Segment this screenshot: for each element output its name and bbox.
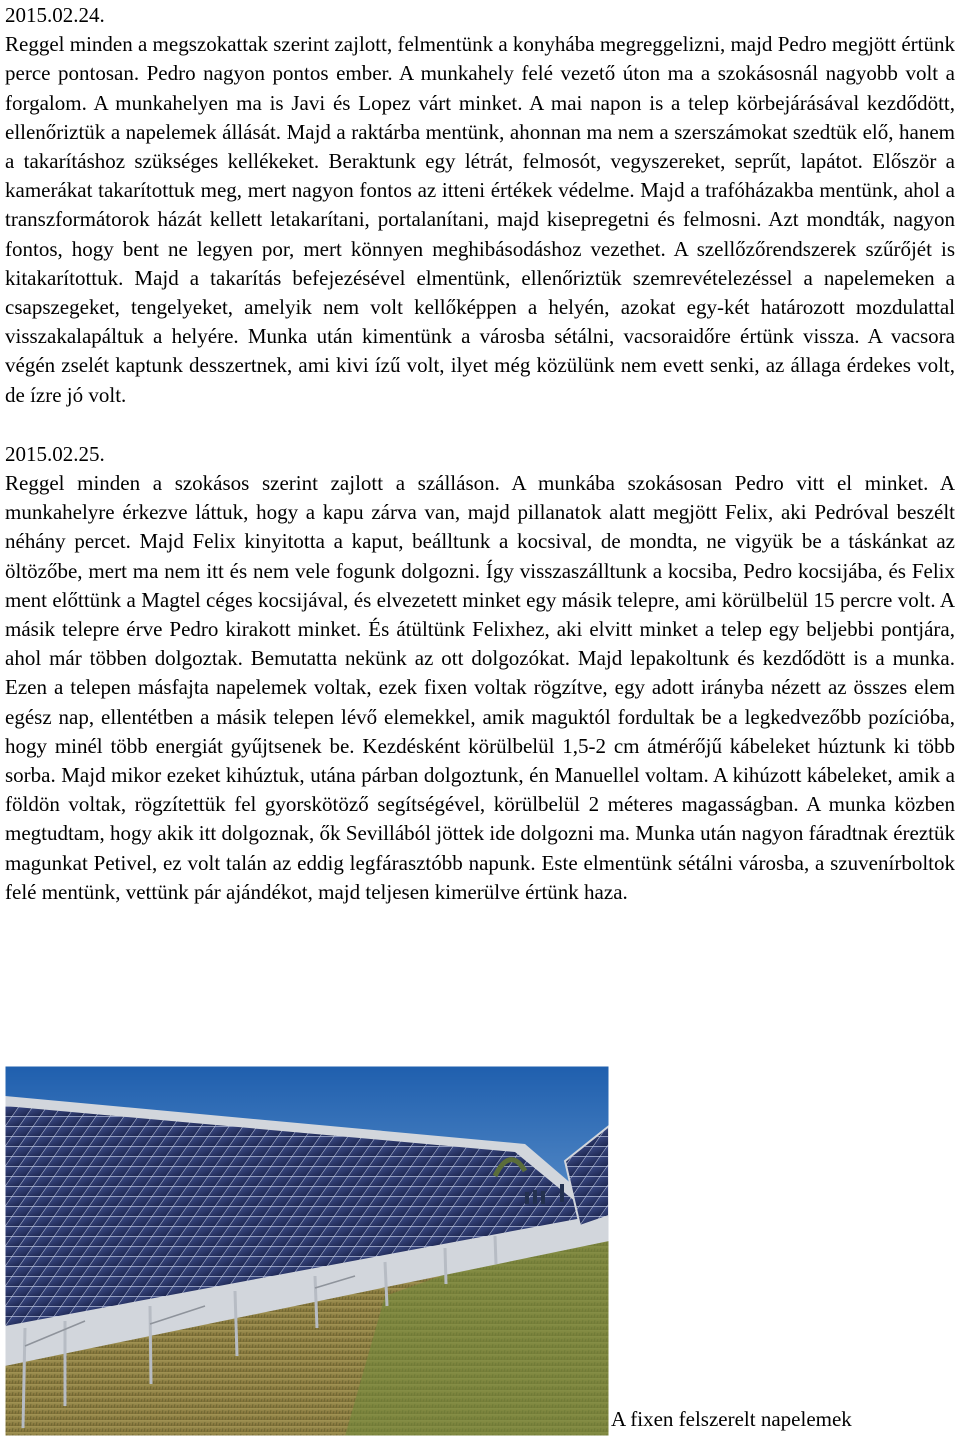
solar-panel-photo bbox=[5, 1066, 609, 1436]
entry-date: 2015.02.24. bbox=[5, 3, 105, 27]
solar-panel-figure bbox=[5, 1066, 955, 1439]
entry-text: Reggel minden a szokásos szerint zajlott a szálláson. A munkába szokásosan Pedro vitt el minket. A munkahelyre érkezve láttuk, hogy a kapu zárva van, majd pillanatok alatt megjött Felix, aki Pedróval beszélt néhány percet. Majd Felix kinyitotta a kaput, beálltunk a kocsival, de mondta, ne vigyük be a táskánkat az öltözőbe, mert ma nem itt és nem vele fogunk dolgozni. Így visszaszálltunk a kocsiba, Pedro kocsijába, és Felix ment előttünk a Magtel céges kocsijával, és elvezetett minket egy másik telepre, ami körülbelül 15 percre volt. A másik telepre érve Pedro kirakott minket. És átültünk Felixhez, aki elvitt minket a telep egy beljebbi pontjára, ahol már többen dolgoztak. Bemutatta nekünk az ott dolgozókat. Majd lepakoltunk és kezdődött is a munka. Ezen a telepen másfajta napelemek voltak, ezek fixen voltak rögzítve, egy adott irányba nézett az összes elem egész nap, ellentétben a másik telepen lévő elemekkel, amik maguktól fordultak be a legkedvezőbb pozícióba, hogy minél több energiát gyűjtsenek be. Kezdésként körülbelül 1,5-2 cm átmérőjű kábeleket húztunk ki több sorba. Majd mikor ezeket kihúztuk, utána párban dolgoztunk, én Manuellel voltam. A kihúzott kábeleket, amik a földön voltak, rögzítettük fel gyorskötöző segítségével, körülbelül 2 méteres magasságban. A munka közben megtudtam, hogy akik itt dolgoznak, ők Sevillából jöttek ide dolgozni ma. Munka után nagyon fáradtnak éreztük magunkat Petivel, ez volt talán az eddig legfárasztóbb napunk. Este elmentünk sétálni városba, a szuvenírboltok felé mentünk, vettünk pár ajándékot, majd teljesen kimerülve értünk haza. bbox=[5, 471, 955, 904]
diary-entry bbox=[5, 439, 955, 907]
document-page bbox=[5, 0, 955, 907]
entry-text: Reggel minden a megszokattak szerint zajlott, felmentünk a konyhába megreggelizni, majd Pedro megjött értünk perce pontosan. Pedro nagyon pontos ember. A munkahely felé vezető úton ma a szokásosnál nagyobb volt a forgalom. A munkahelyen ma is Javi és Lopez várt minket. A mai napon is a telep körbejárásával kezdődött, ellenőriztük a napelemek állását. Majd a raktárba mentünk, ahonnan ma nem a szerszámokat szedtük elő, hanem a takarításhoz szükséges kellékeket. Beraktunk egy létrát, felmosót, vegyszereket, seprűt, lapátot. Először a kamerákat takarítottuk meg, mert nagyon fontos az itteni értékek védelme. Majd a trafóházakba mentünk, ahol a transzformátorok házát kellett letakarítani, portalanítani, majd kisepregetni és felmosni. Azt mondták, nagyon fontos, hogy bent ne legyen por, mert könnyen meghibásodáshoz vezethet. A szellőzőrendszerek szűrőjét is kitakarítottuk. Majd a takarítás befejezésével elmentünk, ellenőriztük szemrevételezéssel a napelemeken a csapszegeket, tengelyeket, amelyik nem volt kellőképpen a helyén, azokat egy-két határozott mozdulattal visszakalapáltuk a helyére. Munka után kimentünk a városba sétálni, vacsoraidőre értünk vissza. A vacsora végén zselét kaptunk desszertnek, ami kivi ízű volt, ilyet még közülünk nem evett senki, az állaga érdekes volt, de ízre jó volt. bbox=[5, 32, 955, 407]
figure-caption: A fixen felszerelt napelemek bbox=[611, 1407, 852, 1431]
diary-entry bbox=[5, 0, 955, 410]
paragraph-spacer bbox=[5, 410, 955, 439]
entry-date: 2015.02.25. bbox=[5, 441, 105, 466]
